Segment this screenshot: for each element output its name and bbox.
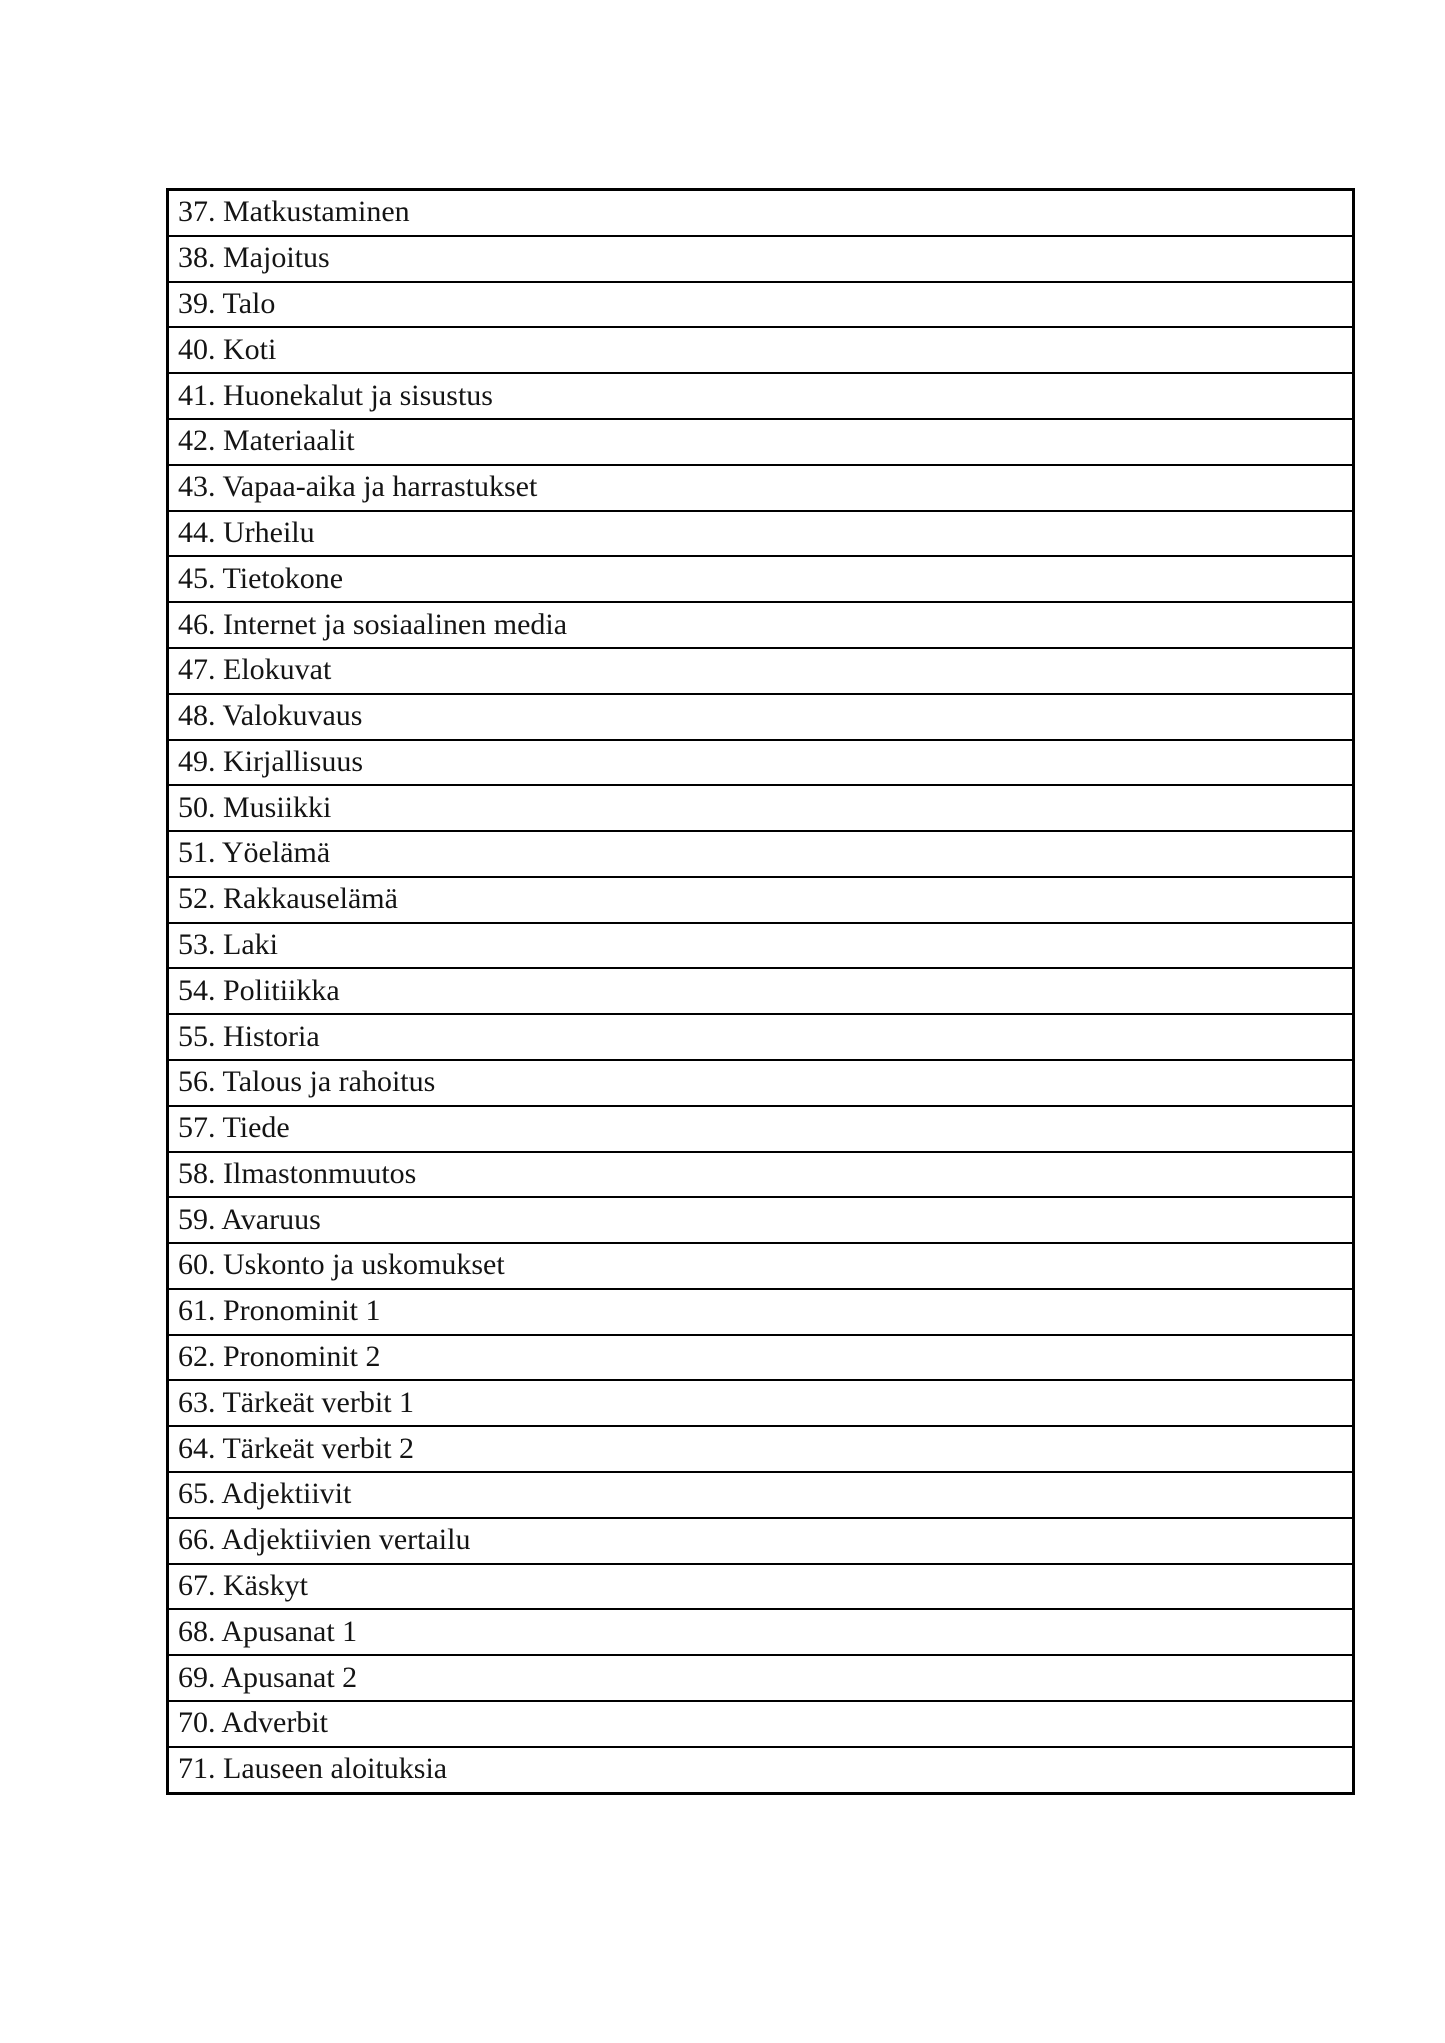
toc-entry: 55. Historia [168,1014,1354,1060]
table-row [168,740,1354,786]
toc-entry: 48. Valokuvaus [168,694,1354,740]
table-row [168,1564,1354,1610]
toc-entry: 41. Huonekalut ja sisustus [168,373,1354,419]
table-row [168,1289,1354,1335]
toc-entry: 54. Politiikka [168,968,1354,1014]
toc-entry: 43. Vapaa-aika ja harrastukset [168,465,1354,511]
toc-entry: 42. Materiaalit [168,419,1354,465]
toc-entry: 62. Pronominit 2 [168,1335,1354,1381]
table-row [168,1701,1354,1747]
table-row [168,1472,1354,1518]
table-row [168,1060,1354,1106]
toc-entry: 38. Majoitus [168,236,1354,282]
toc-entry: 59. Avaruus [168,1197,1354,1243]
table-row [168,1197,1354,1243]
toc-entry: 63. Tärkeät verbit 1 [168,1380,1354,1426]
table-row [168,1518,1354,1564]
toc-entry: 52. Rakkauselämä [168,877,1354,923]
toc-entry: 69. Apusanat 2 [168,1655,1354,1701]
table-row [168,1106,1354,1152]
table-row [168,327,1354,373]
toc-entry: 60. Uskonto ja uskomukset [168,1243,1354,1289]
table-row [168,1655,1354,1701]
table-row [168,831,1354,877]
table-row [168,511,1354,557]
table-row [168,1243,1354,1289]
table-row [168,1380,1354,1426]
toc-entry: 71. Lauseen aloituksia [168,1747,1354,1794]
toc-entry: 67. Käskyt [168,1564,1354,1610]
toc-entry: 56. Talous ja rahoitus [168,1060,1354,1106]
toc-entry: 39. Talo [168,282,1354,328]
toc-entry: 46. Internet ja sosiaalinen media [168,602,1354,648]
table-row [168,648,1354,694]
toc-entry: 58. Ilmastonmuutos [168,1152,1354,1198]
toc-entry: 40. Koti [168,327,1354,373]
table-row [168,968,1354,1014]
table-row [168,785,1354,831]
toc-entry: 49. Kirjallisuus [168,740,1354,786]
table-row [168,1014,1354,1060]
table-row [168,877,1354,923]
toc-table [166,188,1355,1795]
toc-entry: 61. Pronominit 1 [168,1289,1354,1335]
table-row [168,1335,1354,1381]
table-row [168,1747,1354,1794]
table-row [168,373,1354,419]
toc-entry: 44. Urheilu [168,511,1354,557]
toc-entry: 68. Apusanat 1 [168,1609,1354,1655]
toc-entry: 45. Tietokone [168,556,1354,602]
table-row [168,236,1354,282]
table-row [168,602,1354,648]
toc-entry: 64. Tärkeät verbit 2 [168,1426,1354,1472]
table-row [168,282,1354,328]
toc-entry: 51. Yöelämä [168,831,1354,877]
table-row [168,923,1354,969]
toc-entry: 66. Adjektiivien vertailu [168,1518,1354,1564]
toc-entry: 57. Tiede [168,1106,1354,1152]
toc-table-body [168,190,1354,1794]
table-row [168,694,1354,740]
toc-entry: 47. Elokuvat [168,648,1354,694]
toc-entry: 50. Musiikki [168,785,1354,831]
table-row [168,419,1354,465]
toc-entry: 53. Laki [168,923,1354,969]
toc-entry: 37. Matkustaminen [168,190,1354,236]
table-row [168,556,1354,602]
table-row [168,190,1354,236]
toc-entry: 65. Adjektiivit [168,1472,1354,1518]
table-row [168,465,1354,511]
table-row [168,1152,1354,1198]
toc-entry: 70. Adverbit [168,1701,1354,1747]
table-row [168,1426,1354,1472]
table-row [168,1609,1354,1655]
